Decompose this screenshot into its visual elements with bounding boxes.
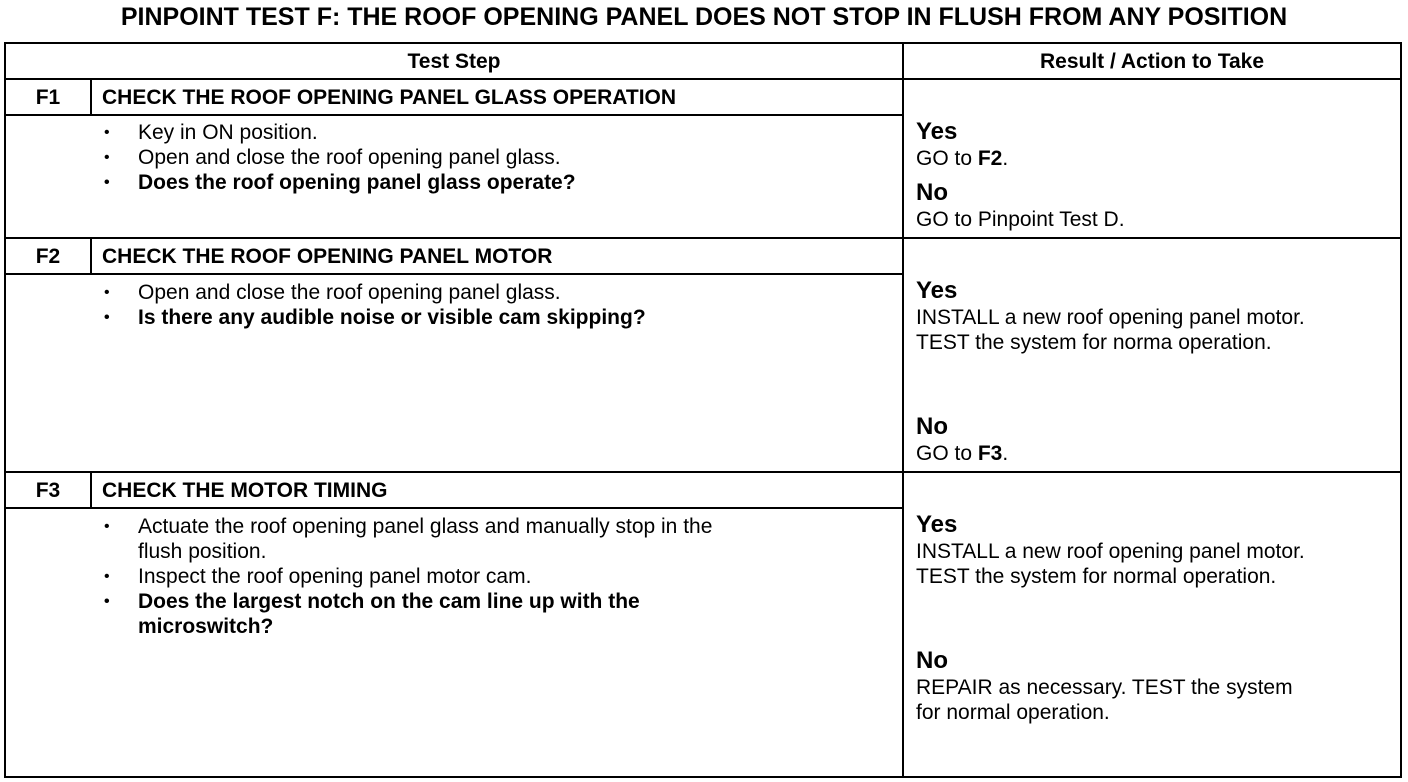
result-no-label: No [916,179,948,206]
result-yes-line: TEST the system for normal operation. [916,565,1277,588]
step-id-f1: F1 [35,86,61,109]
result-yes-label: Yes [916,277,958,304]
result-yes-label: Yes [916,511,958,538]
step-divider [6,471,1400,473]
result-f1 [916,118,1125,232]
result-f2-no [916,413,1008,466]
result-no-label: No [916,413,948,440]
step-id-f2: F2 [35,245,61,268]
result-f3-yes [916,511,1305,589]
list-item: • Open and close the roof opening panel glass. [104,146,561,169]
column-divider [902,44,904,776]
step-id-divider [90,473,92,507]
result-no-label: No [916,647,948,674]
list-item: • Does the largest notch on the cam line up with the [104,590,640,613]
result-yes-line: GO to F2. [916,147,1009,170]
list-item: • Is there any audible noise or visible cam skipping? [104,306,646,329]
step-title-f1: CHECK THE ROOF OPENING PANEL GLASS OPERATION [102,86,677,109]
list-item: • Inspect the roof opening panel motor cam. [104,565,532,588]
result-no-line: GO to Pinpoint Test D. [916,208,1125,231]
step-f2-bullets [98,280,646,330]
step-id-divider [90,239,92,273]
step-title-f3: CHECK THE MOTOR TIMING [102,479,388,502]
result-yes-label: Yes [916,118,958,145]
header-divider [6,78,1400,80]
result-f2-yes [916,277,1305,355]
list-item: microswitch? [138,615,274,638]
list-item: • Actuate the roof opening panel glass and manually stop in the [104,515,713,538]
step-id-divider [90,80,92,114]
pinpoint-test-table [4,42,1402,778]
step-title-divider [6,273,902,275]
header-result: Result / Action to Take [1039,50,1265,73]
result-f3-no [916,647,1293,725]
list-item: • Does the roof opening panel glass operate? [104,171,576,194]
page-title: PINPOINT TEST F: THE ROOF OPENING PANEL DOES NOT STOP IN FLUSH FROM ANY POSITION [120,3,1288,31]
result-yes-line: INSTALL a new roof opening panel motor. [916,540,1305,563]
list-item: flush position. [138,540,267,563]
result-yes-line: INSTALL a new roof opening panel motor. [916,306,1305,329]
list-item: • Open and close the roof opening panel glass. [104,281,561,304]
result-no-line: REPAIR as necessary. TEST the system [916,676,1293,699]
step-title-f2: CHECK THE ROOF OPENING PANEL MOTOR [102,245,553,268]
step-title-divider [6,114,902,116]
step-f1-bullets [98,120,576,195]
result-no-line: GO to F3. [916,442,1009,465]
step-id-f3: F3 [35,479,61,502]
result-no-line: for normal operation. [916,701,1110,724]
step-divider [6,237,1400,239]
header-test-step: Test Step [407,50,501,73]
step-title-divider [6,507,902,509]
list-item: • Key in ON position. [104,121,318,144]
step-f3-bullets [98,514,712,639]
result-yes-line: TEST the system for norma operation. [916,331,1272,354]
